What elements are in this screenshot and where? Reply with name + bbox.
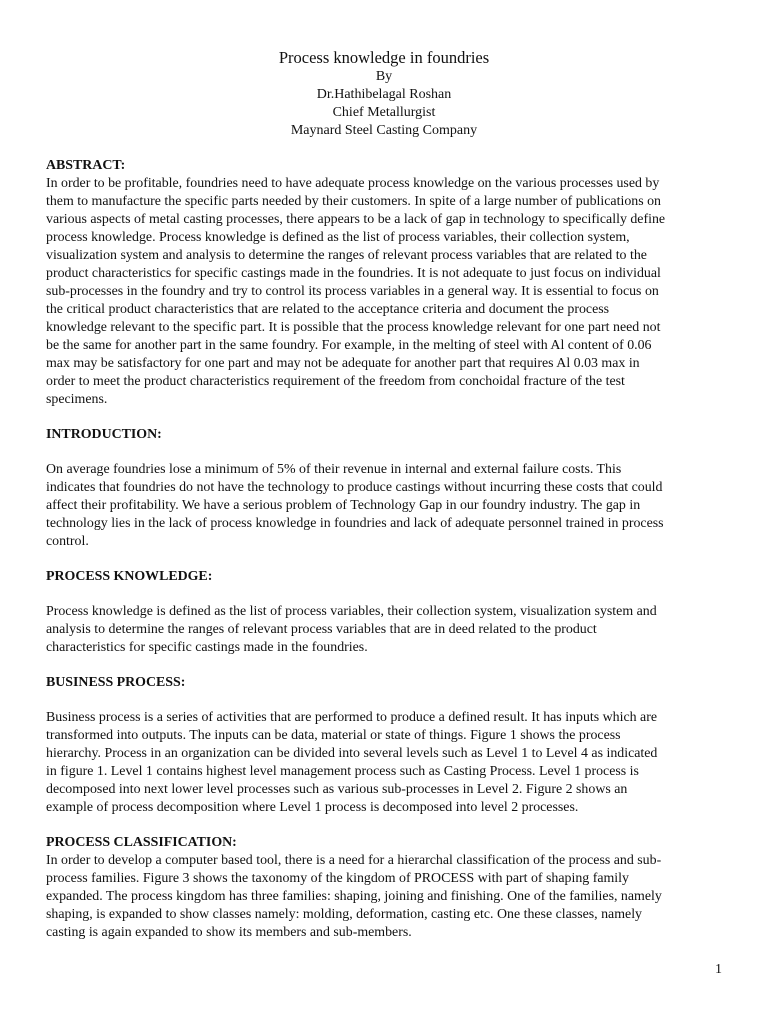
process-classification-heading: PROCESS CLASSIFICATION: [46,835,237,850]
process-classification-text: In order to develop a computer based tool, there is a need for a hierarchal classification of the process and sub- process families. Figure 3 shows the taxonomy of the kingdom of PROCESS with part of shaping family expanded. The process kingdom has three families: shaping, joining and finishing. One of the families, namely shaping, is expanded to show classes namely: molding, deformation, casting etc. One these classes, namely casting is again expanded to show its members and sub-members. [46,853,662,940]
author-position: Chief Metallurgist [332,105,436,120]
introduction-text: On average foundries lose a minimum of 5% of their revenue in internal and external failure costs. This indicates that foundries do not have the technology to produce castings without incurring these costs that could affect their profitability. We have a serious problem of Technology Gap in our foundry industry. The gap in technology lies in the lack of process knowledge in foundries and lack of adequate personnel trained in process control. [46,462,664,549]
paper-header [0,47,768,140]
process-knowledge-text: Process knowledge is defined as the list of process variables, their collection system, visualization system and analysis to determine the ranges of relevant process variables that are in deed related to the product characteristics for specific castings made in the foundries. [46,604,657,655]
business-process-text: Business process is a series of activities that are performed to produce a defined result. It has inputs which are transformed into outputs. The inputs can be data, material or state of things. Figure 1 shows the process hierarchy. Process in an organization can be divided into several levels such as Level 1 to Level 4 as indicated in figure 1. Level 1 contains highest level management process such as Casting Process. Level 1 process is decomposed into next lower level processes such as various sub-processes in Level 2. Figure 2 shows an example of process decomposition where Level 1 process is decomposed into level 2 processes. [46,710,658,815]
paper-body [46,157,722,942]
abstract-text: In order to be profitable, foundries need to have adequate process knowledge on the various processes used by them to manufacture the specific parts needed by their customers. In spite of a large number of publications on various aspects of metal casting processes, there appears to be a lack of gap in technology to specifically define process knowledge. Process knowledge is defined as the list of process variables, their collection system, visualization system and analysis to determine the ranges of relevant process variables that are related to the product characteristics for specific castings made in the foundries. It is not adequate to just focus on individual sub-processes in the foundry and try to control its process variables in a general way. It is essential to focus on the critical product characteristics that are related to the acceptance criteria and document the process knowledge relevant to the specific part. It is possible that the process knowledge relevant for one part need not be the same for another part in the same foundry. For example, in the melting of steel with Al content of 0.06 max may be satisfactory for one part and may not be adequate for another part that requires Al 0.03 max in order to meet the product characteristics requirement of the freedom from conchoidal fracture of the test specimens. [46,176,666,407]
by-line: By [375,69,393,84]
process-knowledge-heading: PROCESS KNOWLEDGE: [46,569,213,584]
paper-title: Process knowledge in foundries [278,48,490,67]
author-name: Dr.Hathibelagal Roshan [316,87,452,102]
business-process-heading: BUSINESS PROCESS: [46,675,186,690]
author-company: Maynard Steel Casting Company [290,123,478,138]
page-number: 1 [715,962,722,977]
introduction-heading: INTRODUCTION: [46,427,162,442]
abstract-heading: ABSTRACT: [46,158,126,173]
